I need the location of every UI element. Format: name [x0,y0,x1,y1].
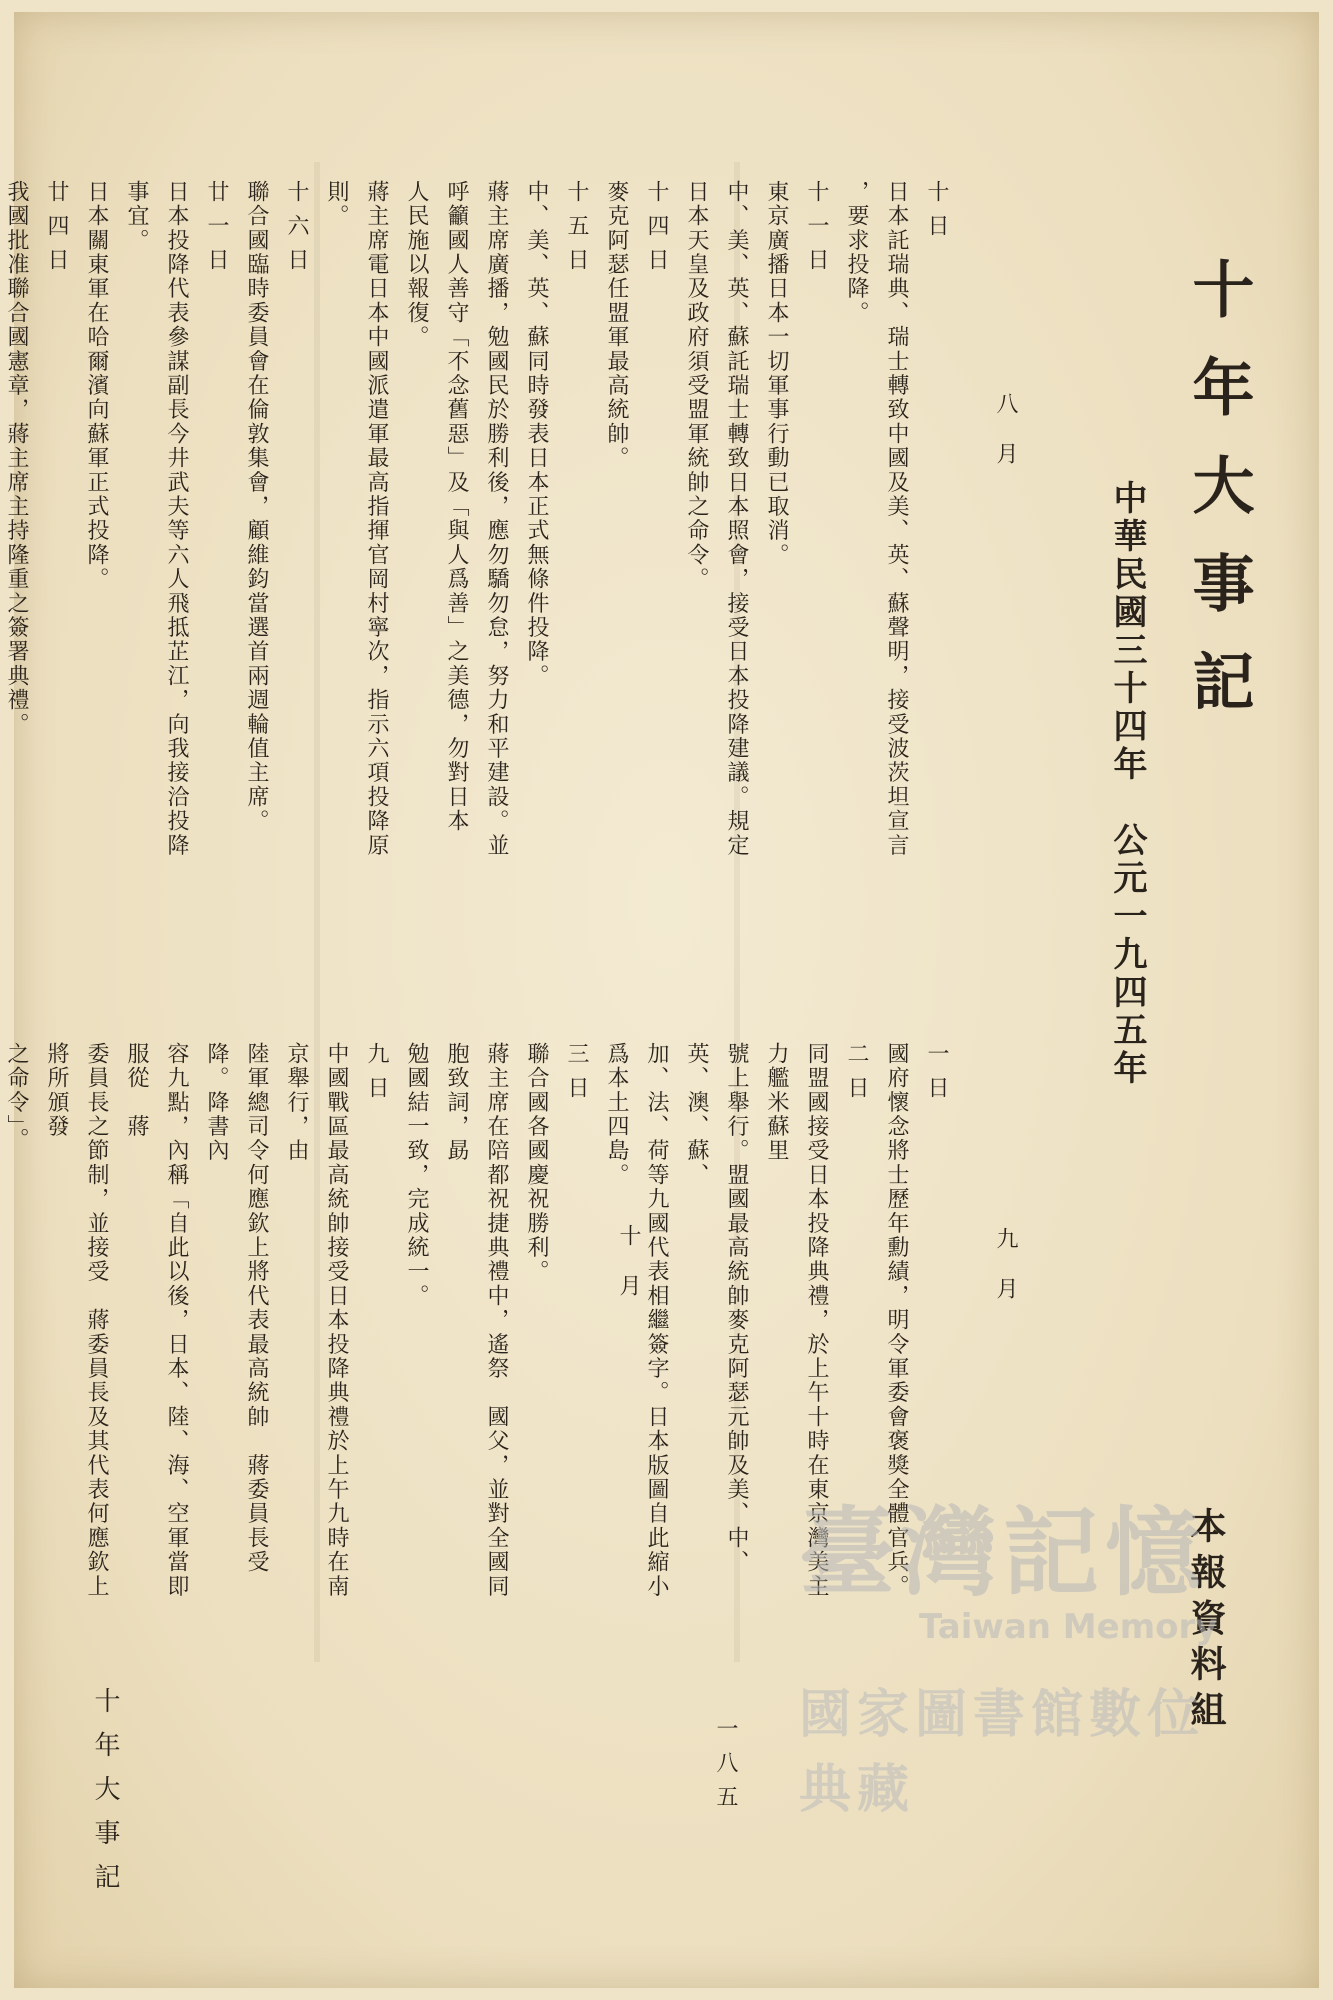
entry-text-line: 聯合國臨時委員會在倫敦集會，顧維鈞當選首兩週輪值主席。 [244,180,269,834]
entry-text-line: 國府懷念將士歷年勳績，明令軍委會褒獎全體官兵。 [884,1042,909,1599]
month-heading-september: 九月 [993,1227,1018,1327]
month-heading-october: 十月 [616,1224,641,1324]
entry-text-line: 之命令」。 [4,1042,29,1152]
chronology-entry [316,180,596,1000]
entry-text-line: 呼籲國人善守「不念舊惡」及「與人爲善」之美德，勿對日本 [444,180,469,834]
watermark-text-chinese: 臺灣記憶 [799,1496,1207,1609]
chronology-entry [396,1042,596,1622]
entry-text-line: 委員長之節制，並接受 蔣委員長及其代表何應欽上將所頒發 [44,1042,109,1599]
entry-text-line: 號上舉行。盟國最高統帥麥克阿瑟元帥及美、中、英、澳、蘇、 [684,1042,749,1575]
chronology-entry [0,1042,396,1622]
entry-text-line: 容九點，內稱「自此以後，日本、陸、海、空軍當即服從 蔣 [124,1042,189,1599]
entry-date: 十一日 [804,180,829,282]
entry-date: 十五日 [564,180,589,282]
entry-text-line: 中、美、英、蘇同時發表日本正式無條件投降。 [524,180,549,689]
entry-date: 十四日 [644,180,669,282]
chronology-entry [0,180,76,1000]
watermark-text-english: Taiwan Memory [919,1607,1218,1647]
entry-text-line: 中、美、英、蘇託瑞士轉致日本照會，接受日本投降建議。規定 [724,180,749,858]
chronology-entry [76,180,236,1000]
entry-text-line: 日本天皇及政府須受盟軍統帥之命令。 [684,180,709,592]
entry-date: 廿四日 [44,180,69,282]
entry-text-line: 則。 [324,180,349,229]
chronology-entry [676,180,836,1000]
chronology-entry [836,180,956,1000]
running-footer-title: 十年大事記 [90,1687,120,1907]
entry-date: 廿一日 [204,180,229,282]
dateline: 中華民國三十四年 公元一九四五年 [1107,480,1147,1088]
entry-date: 一日 [924,1042,949,1110]
entry-text-line: 麥克阿瑟任盟軍最高統帥。 [604,180,629,471]
chronology-entry [236,180,316,1000]
entry-text-line: 蔣主席廣播，勉國民於勝利後，應勿驕勿怠，努力和平建設。並 [484,180,509,858]
august-entries [4,180,956,1000]
entry-text-line: 加、法、荷等九國代表相繼簽字。日本版圖自此縮小爲本土四島。 [604,1042,669,1599]
entry-text-line: 日本託瑞典、瑞士轉致中國及美、英、蘇聲明，接受波茨坦宣言 [884,180,909,858]
chronology-entry [876,1042,956,1622]
entry-text-line: 同盟國接受日本投降典禮，於上午十時在東京灣美主力艦米蘇里 [764,1042,829,1599]
author-credit: 本報資料組 [1185,1507,1227,1737]
entry-text-line: 人民施以報復。 [404,180,429,350]
entry-text-line: 日本關東軍在哈爾濱向蘇軍正式投降。 [84,180,109,592]
entry-text-line: 事宜。 [124,180,149,253]
entry-text-line: 我國批准聯合國憲章，蔣主席主持隆重之簽署典禮。 [4,180,29,737]
watermark-text-library: 國家圖書館數位典藏 [799,1684,1206,1820]
entry-text-line: 陸軍總司令何應欽上將代表最高統帥 蔣委員長受降。降書內 [204,1042,269,1575]
entry-text-line: 東京廣播日本一切軍事行動已取消。 [764,180,789,568]
entry-text-line: 中國戰區最高統帥接受日本投降典禮於上午九時在南京舉行，由 [284,1042,349,1599]
document-page [4,12,1319,1988]
entry-text-line: 聯合國各國慶祝勝利。 [524,1042,549,1284]
chronology-entry [596,1042,876,1622]
entry-date: 二日 [844,1042,869,1110]
chronology-entry [596,180,676,1000]
page-number: 一八五 [713,1717,738,1819]
entry-text-line: 勉國結一致，完成統一。 [404,1042,429,1309]
entry-text-line: 蔣主席電日本中國派遣軍最高指揮官岡村寧次，指示六項投降原 [364,180,389,858]
entry-date: 十六日 [284,180,309,282]
entry-date: 十日 [924,180,949,248]
month-heading-august: 八月 [993,392,1018,492]
entry-date: 三日 [564,1042,589,1110]
entry-text-line: ，要求投降。 [844,180,869,326]
entry-text-line: 日本投降代表參謀副長今井武夫等六人飛抵芷江，向我接洽投降 [164,180,189,858]
entry-date: 九日 [364,1042,389,1110]
entry-text-line: 蔣主席在陪都祝捷典禮中，遙祭 國父，並對全國同胞致詞，勗 [444,1042,509,1599]
page-title: 十年大事記 [1182,257,1255,747]
september-october-entries [4,1042,956,1622]
